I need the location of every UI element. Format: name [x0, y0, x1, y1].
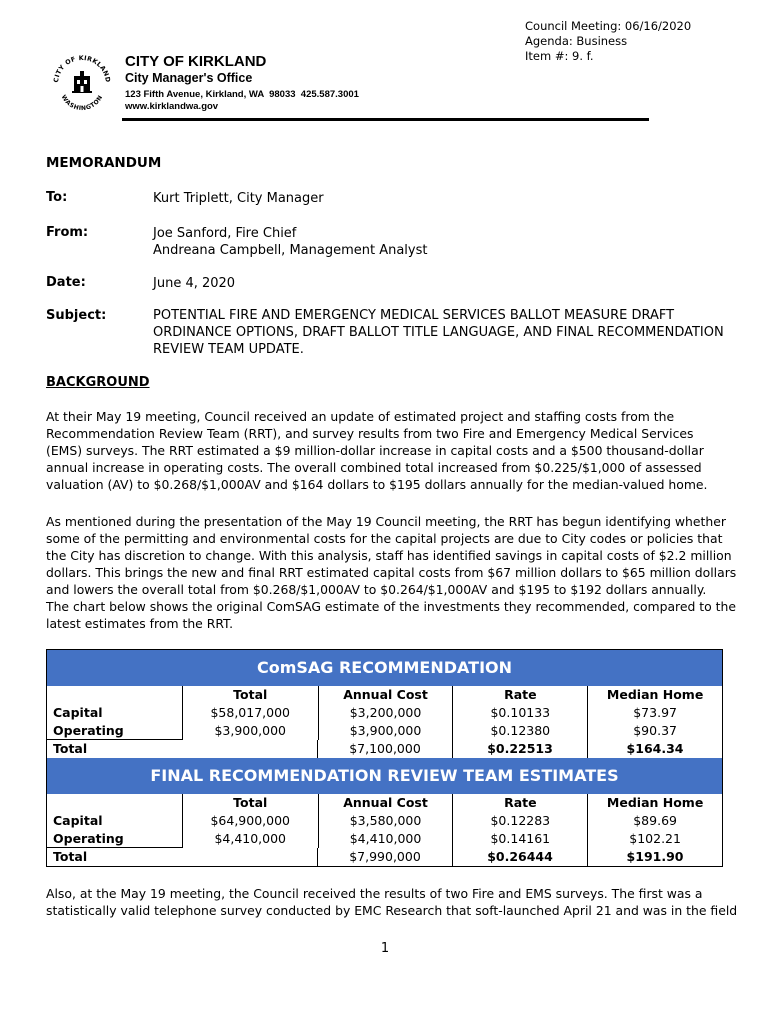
- table-cell: $7,990,000: [317, 848, 452, 866]
- text-line: latest estimates from the RRT.: [46, 616, 234, 631]
- table-cell: $0.12283: [452, 812, 587, 830]
- table-section-title: FINAL RECOMMENDATION REVIEW TEAM ESTIMATES: [47, 758, 722, 794]
- row-label: Capital: [53, 705, 103, 720]
- column-header-median-home: Median Home: [587, 794, 722, 812]
- table-cell: [182, 848, 317, 866]
- city-seal-logo: [50, 52, 114, 116]
- table-cell: $3,900,000: [318, 722, 453, 740]
- table-cell: $3,200,000: [318, 704, 453, 722]
- table-cell: $3,580,000: [318, 812, 453, 830]
- column-header-total: Total: [182, 686, 318, 704]
- row-label: Total: [53, 849, 88, 864]
- table-cell: $4,410,000: [318, 830, 453, 848]
- svg-text:WASHINGTON: [60, 94, 105, 112]
- text-line: annual increase in operating costs. The overall combined total increased from $0.225/$1,000 of assessed: [46, 460, 702, 475]
- office-name: City Manager's Office: [125, 71, 253, 85]
- meeting-agenda: Agenda: Business: [525, 34, 628, 48]
- memo-title: MEMORANDUM: [46, 155, 162, 171]
- subject-value: [153, 307, 724, 358]
- column-header-annual-cost: Annual Cost: [318, 686, 453, 704]
- text-line: As mentioned during the presentation of the May 19 Council meeting, the RRT has begun identifying whether: [46, 514, 726, 529]
- table-row-total: [47, 848, 722, 866]
- table-row: [47, 704, 722, 722]
- table-cell: $7,100,000: [317, 740, 452, 758]
- row-label: Total: [53, 741, 88, 756]
- table-cell: $0.12380: [452, 722, 587, 740]
- column-header-total: Total: [182, 794, 318, 812]
- table-cell: $3,900,000: [182, 722, 318, 740]
- date-value: June 4, 2020: [153, 276, 236, 291]
- background-paragraph-1: [46, 408, 726, 493]
- text-line: dollars. This brings the new and final RRT estimated capital costs from $67 million dollars to $65 million dollars: [46, 565, 737, 580]
- table-section-title: ComSAG RECOMMENDATION: [47, 650, 722, 686]
- column-header-median-home: Median Home: [587, 686, 722, 704]
- table-cell: $0.26444: [452, 848, 587, 866]
- table-header-row: [47, 686, 722, 704]
- table-row: [47, 812, 722, 830]
- table-row: [47, 722, 722, 740]
- cost-comparison-table: [46, 649, 723, 867]
- row-label: Operating: [47, 830, 182, 848]
- text-line: Also, at the May 19 meeting, the Council received the results of two Fire and EMS surveys. The first was a: [46, 886, 703, 901]
- row-label: Operating: [47, 722, 182, 740]
- table-cell: $164.34: [587, 740, 722, 758]
- to-value: Kurt Triplett, City Manager: [153, 191, 324, 206]
- table-row-total: [47, 740, 722, 758]
- to-label: To:: [46, 190, 68, 205]
- text-line: some of the permitting and environmental costs for the capital projects are due to City codes or policies that: [46, 531, 723, 546]
- text-line: statistically valid telephone survey conducted by EMC Research that soft-launched April 21 and was in the field: [46, 903, 738, 918]
- text-line: Recommendation Review Team (RRT), and survey results from two Fire and Emergency Medical Services: [46, 426, 694, 441]
- column-header-rate: Rate: [452, 686, 587, 704]
- table-cell: [182, 740, 317, 758]
- from-value: [153, 225, 428, 259]
- table-cell: $191.90: [587, 848, 722, 866]
- background-paragraph-2: [46, 513, 737, 632]
- subject-label: Subject:: [46, 308, 107, 323]
- table-cell: $0.22513: [452, 740, 587, 758]
- meeting-item: Item #: 9. f.: [525, 49, 594, 63]
- text-line: the City has discretion to change. With this analysis, staff has identified savings in capital costs of $2.2 million: [46, 548, 732, 563]
- date-label: Date:: [46, 275, 86, 290]
- column-header-annual-cost: Annual Cost: [318, 794, 453, 812]
- meeting-info: [525, 19, 691, 64]
- org-website: www.kirklandwa.gov: [125, 101, 219, 112]
- column-header-rate: Rate: [452, 794, 587, 812]
- table-cell: $4,410,000: [182, 830, 318, 848]
- text-line: valuation (AV) to $0.268/$1,000AV and $164 dollars to $195 dollars annually for the median-valued home.: [46, 477, 708, 492]
- table-cell: $64,900,000: [182, 812, 318, 830]
- text-line: and lowers the overall total from $0.268/$1,000AV to $0.264/$1,000AV and $195 to $192 dollars annually.: [46, 582, 707, 597]
- table-cell: $73.97: [587, 704, 722, 722]
- text-line: (EMS) surveys. The RRT estimated a $9 million-dollar increase in capital costs and a $500 thousand-dollar: [46, 443, 704, 458]
- header-rule: [122, 118, 649, 121]
- org-address-block: [125, 89, 359, 113]
- org-address: 123 Fifth Avenue, Kirkland, WA 98033 425.587.3001: [125, 89, 359, 100]
- table-cell: [47, 686, 182, 704]
- text-line: At their May 19 meeting, Council received an update of estimated project and staffing costs from the: [46, 409, 675, 424]
- text-line: The chart below shows the original ComSAG estimate of the investments they recommended, compared to the: [46, 599, 737, 614]
- table-cell: $0.10133: [452, 704, 587, 722]
- table-cell: $102.21: [587, 830, 722, 848]
- subject-line: ORDINANCE OPTIONS, DRAFT BALLOT TITLE LANGUAGE, AND FINAL RECOMMENDATION: [153, 325, 724, 340]
- table-cell: [47, 794, 182, 812]
- row-label: Capital: [53, 813, 103, 828]
- subject-line: POTENTIAL FIRE AND EMERGENCY MEDICAL SERVICES BALLOT MEASURE DRAFT: [153, 308, 675, 323]
- table-cell: $58,017,000: [182, 704, 318, 722]
- page-number: 1: [380, 941, 390, 956]
- background-paragraph-3: [46, 885, 738, 919]
- org-name: CITY OF KIRKLAND: [125, 53, 267, 70]
- subject-line: REVIEW TEAM UPDATE.: [153, 342, 304, 357]
- table-cell: $89.69: [587, 812, 722, 830]
- from-line: Joe Sanford, Fire Chief: [153, 226, 297, 241]
- seal-text-top: CITY OF KIRKLAND: [51, 53, 113, 84]
- seal-text-bottom: WASHINGTON: [59, 93, 105, 113]
- table-header-row: [47, 794, 722, 812]
- table-cell: $90.37: [587, 722, 722, 740]
- background-heading: BACKGROUND: [46, 375, 150, 390]
- from-line: Andreana Campbell, Management Analyst: [153, 243, 428, 258]
- table-row: [47, 830, 722, 848]
- meeting-date: Council Meeting: 06/16/2020: [525, 19, 692, 33]
- from-label: From:: [46, 225, 89, 240]
- table-cell: $0.14161: [452, 830, 587, 848]
